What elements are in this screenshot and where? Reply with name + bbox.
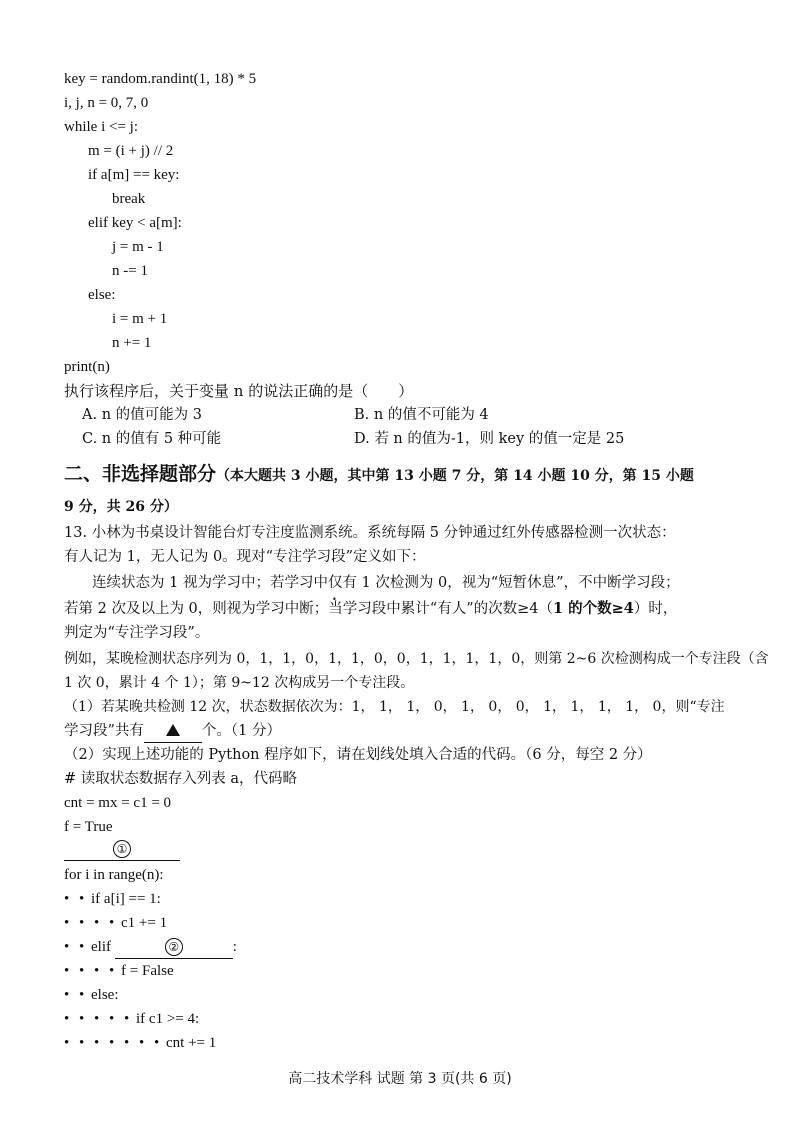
indent-dots: • • • • • • •: [64, 1035, 163, 1051]
circled-number: ②: [165, 938, 183, 956]
section-note-cont: 9 分，共 26 分）: [64, 499, 178, 515]
blank-line-1: [64, 838, 180, 861]
q13-sub1-answer-line: [64, 720, 281, 743]
code-text: f = False: [121, 963, 174, 979]
code-text: c1 += 1: [121, 915, 168, 931]
code-line: m = (i + j) // 2: [88, 143, 174, 159]
code-line: [64, 888, 161, 910]
answer-blank[interactable]: [144, 720, 202, 743]
code-line: [64, 912, 167, 934]
q13-sub2: （2）实现上述功能的 Python 程序如下，请在划线处填入合适的代码。（6 分，每空 2 分）: [64, 747, 652, 763]
q13-text: 13. 小林为书桌设计智能台灯专注度监测系统。系统每隔 5 分钟通过红外传感器检测一次状态：: [64, 525, 676, 541]
q13-text: ）时，: [633, 601, 678, 617]
answer-blank-2[interactable]: [115, 936, 233, 959]
question-stem: 执行该程序后，关于变量 n 的说法正确的是（ ）: [64, 382, 414, 400]
triangle-icon: [166, 724, 180, 736]
q13-text: 判定为“专注学习段”。: [64, 625, 210, 641]
code-text: if c1 >= 4:: [136, 1011, 200, 1027]
code-line: [64, 960, 174, 982]
page-footer: 高二技术学科 试题 第 3 页(共 6 页): [288, 1071, 512, 1087]
option-d: D. 若 n 的值为-1，则 key 的值一定是 25: [354, 431, 625, 447]
code-line: i, j, n = 0, 7, 0: [64, 95, 149, 111]
option-c: C. n 的值有 5 种可能: [82, 431, 222, 447]
indent-dots: • • • •: [64, 915, 118, 931]
q13-text: 检测为 0，视为“短暂休息”，不中断学习段；: [389, 575, 680, 591]
q13-text: 连续状态为 1 视为学习中；若学习中: [92, 575, 328, 591]
indent-dots: • • • • •: [64, 1011, 133, 1027]
section-title: 二、非选择题部分: [64, 463, 217, 485]
code-line: if a[m] == key:: [88, 167, 180, 183]
code-line: for i in range(n):: [64, 867, 164, 883]
code-line: print(n): [64, 359, 110, 375]
code-line: else:: [88, 287, 116, 303]
indent-dots: • • • •: [64, 963, 118, 979]
code-line: [64, 1008, 199, 1030]
indent-dots: • •: [64, 939, 88, 955]
code-line: elif key < a[m]:: [88, 215, 182, 231]
code-line: cnt = mx = c1 = 0: [64, 795, 172, 811]
code-comment: # 读取状态数据存入列表 a，代码略: [64, 771, 298, 787]
code-line: i = m + 1: [112, 311, 168, 327]
option-b: B. n 的值不可能为 4: [354, 407, 489, 423]
code-text: else:: [91, 987, 119, 1003]
q13-sub1: （1）若某晚共检测 12 次，状态数据依次为：1， 1， 1， 0， 1， 0， 0， 1， 1， 1， 1， 0，则“专注: [64, 699, 725, 715]
code-text: if a[i] == 1:: [91, 891, 161, 907]
bold-text: 1 的个数≥4: [552, 600, 634, 617]
q13-example: 例如，某晚检测状态序列为 0，1，1，0，1，1，0，0，1，1，1，1，0，则第 2~6 次检测构成一个专注段（含: [64, 651, 769, 667]
q13-definition: [92, 572, 680, 594]
section-note: （本大题共 3 小题，其中第 13 小题 7 分，第 14 小题 10 分，第 15 小题: [216, 468, 694, 484]
circled-number: ①: [113, 840, 131, 858]
q13-definition: [64, 598, 677, 620]
code-line: key = random.randint(1, 18) * 5: [64, 71, 257, 87]
code-line: f = True: [64, 819, 113, 835]
code-text: :: [232, 939, 237, 955]
code-line: while i <= j:: [64, 119, 138, 135]
q13-example: 1 次 0，累计 4 个 1）；第 9~12 次构成另一个专注段。: [64, 675, 415, 691]
code-line: break: [112, 191, 146, 207]
option-a: A. n 的值可能为 3: [82, 407, 202, 423]
q13-text: 个。（1 分）: [201, 723, 282, 739]
indent-dots: • •: [64, 891, 88, 907]
answer-blank-1[interactable]: [64, 838, 180, 861]
code-line: n -= 1: [112, 263, 148, 279]
code-line: [64, 1032, 216, 1054]
code-line: j = m - 1: [112, 239, 164, 255]
indent-dots: • •: [64, 987, 88, 1003]
code-line: [64, 984, 119, 1006]
emphasis-text: 仅有 1 次 •: [328, 575, 390, 591]
q13-text: 学习段”共有: [64, 723, 144, 739]
q13-text: 有人记为 1，无人记为 0。现对“专注学习段”定义如下：: [64, 549, 426, 565]
code-line: n += 1: [112, 335, 152, 351]
code-text: cnt += 1: [166, 1035, 217, 1051]
code-text: elif: [91, 939, 112, 955]
section-heading: [64, 460, 694, 490]
code-line: [64, 936, 237, 959]
q13-text: 若第 2 次及以上为 0，则视为学习中断；当学习段中累计“有人”的次数≥4（: [64, 601, 553, 617]
